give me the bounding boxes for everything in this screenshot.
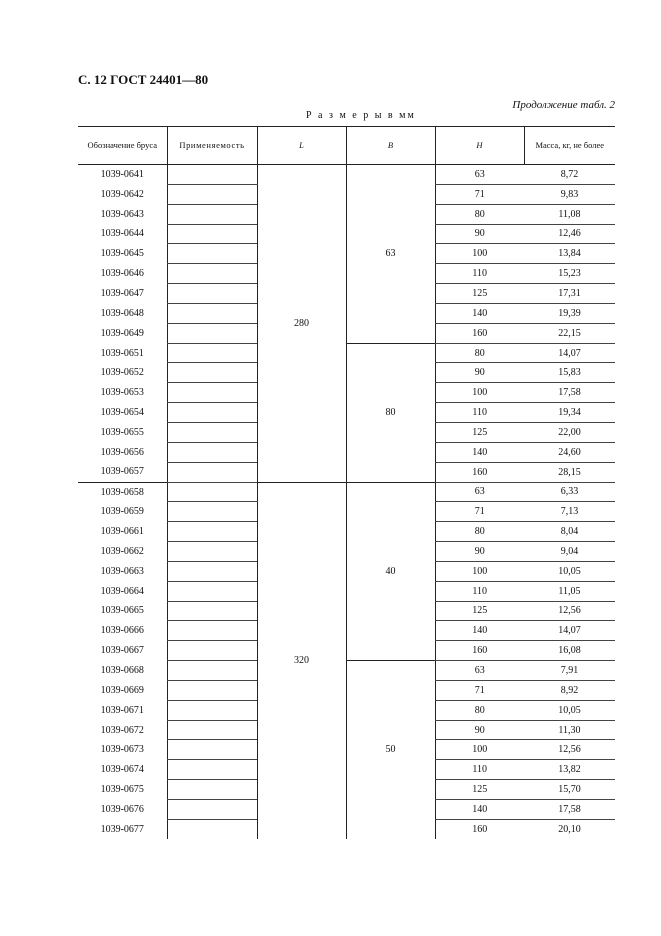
cell-height: 71 xyxy=(435,680,524,700)
cell-applicability xyxy=(167,760,257,780)
cell-applicability xyxy=(167,244,257,264)
cell-height: 90 xyxy=(435,224,524,244)
table-body xyxy=(78,165,615,839)
cell-designation: 1039-0655 xyxy=(100,426,144,438)
cell-mass: 16,08 xyxy=(524,641,615,661)
cell-mass: 17,31 xyxy=(524,284,615,304)
cell-applicability xyxy=(167,383,257,403)
cell-designation: 1039-0659 xyxy=(100,506,144,518)
cell-designation: 1039-0643 xyxy=(100,208,144,220)
cell-applicability xyxy=(167,323,257,343)
cell-designation: 1039-0667 xyxy=(100,645,144,657)
cell-height: 160 xyxy=(435,323,524,343)
cell-mass: 15,23 xyxy=(524,264,615,284)
cell-height: 80 xyxy=(435,204,524,224)
cell-height: 110 xyxy=(435,264,524,284)
cell-mass: 7,91 xyxy=(524,661,615,681)
header-applicability: Применяемость xyxy=(167,127,257,165)
cell-mass: 7,13 xyxy=(524,502,615,522)
cell-applicability xyxy=(167,502,257,522)
cell-designation: 1039-0675 xyxy=(100,784,144,796)
cell-height: 160 xyxy=(435,819,524,838)
cell-height: 125 xyxy=(435,284,524,304)
cell-designation: 1039-0641 xyxy=(100,169,144,181)
cell-applicability xyxy=(167,363,257,383)
cell-height: 90 xyxy=(435,542,524,562)
cell-height: 80 xyxy=(435,700,524,720)
cell-mass: 11,30 xyxy=(524,720,615,740)
cell-mass: 22,00 xyxy=(524,422,615,442)
cell-designation: 1039-0648 xyxy=(100,307,144,319)
cell-applicability xyxy=(167,284,257,304)
cell-height: 110 xyxy=(435,403,524,423)
cell-applicability xyxy=(167,522,257,542)
cell-applicability xyxy=(167,720,257,740)
cell-height: 140 xyxy=(435,442,524,462)
cell-designation: 1039-0665 xyxy=(100,605,144,617)
cell-applicability xyxy=(167,204,257,224)
cell-height: 160 xyxy=(435,641,524,661)
cell-applicability xyxy=(167,343,257,363)
cell-designation: 1039-0654 xyxy=(100,407,144,419)
cell-height: 90 xyxy=(435,363,524,383)
cell-designation: 1039-0657 xyxy=(100,466,144,478)
table-row xyxy=(78,343,615,363)
cell-height: 140 xyxy=(435,800,524,820)
cell-mass: 8,04 xyxy=(524,522,615,542)
cell-designation: 1039-0653 xyxy=(100,387,144,399)
cell-length: 280 xyxy=(257,165,346,483)
cell-height: 63 xyxy=(435,661,524,681)
cell-applicability xyxy=(167,780,257,800)
cell-height: 125 xyxy=(435,422,524,442)
cell-height: 80 xyxy=(435,522,524,542)
cell-height: 110 xyxy=(435,581,524,601)
cell-designation: 1039-0669 xyxy=(100,684,144,696)
cell-mass: 20,10 xyxy=(558,823,581,835)
cell-designation: 1039-0668 xyxy=(100,665,144,677)
cell-mass: 15,83 xyxy=(524,363,615,383)
cell-designation: 1039-0672 xyxy=(100,724,144,736)
cell-height: 125 xyxy=(435,601,524,621)
cell-mass: 10,05 xyxy=(524,700,615,720)
table-continuation-note: Продолжение табл. 2 xyxy=(512,99,615,111)
cell-height: 160 xyxy=(435,462,524,482)
cell-applicability xyxy=(167,621,257,641)
cell-mass: 13,82 xyxy=(524,760,615,780)
cell-designation: 1039-0642 xyxy=(100,188,144,200)
cell-applicability xyxy=(167,819,257,838)
cell-mass: 17,58 xyxy=(524,800,615,820)
cell-length: 320 xyxy=(257,482,346,839)
cell-applicability xyxy=(167,542,257,562)
cell-designation: 1039-0647 xyxy=(100,287,144,299)
header-designation: Обозначение бруса xyxy=(78,127,167,165)
cell-designation: 1039-0663 xyxy=(100,565,144,577)
cell-designation: 1039-0656 xyxy=(100,446,144,458)
cell-applicability xyxy=(167,422,257,442)
cell-height: 71 xyxy=(435,502,524,522)
cell-designation: 1039-0646 xyxy=(100,268,144,280)
cell-applicability xyxy=(167,403,257,423)
cell-mass: 9,83 xyxy=(524,184,615,204)
cell-mass: 14,07 xyxy=(524,343,615,363)
cell-mass: 6,33 xyxy=(524,482,615,502)
cell-mass: 12,46 xyxy=(524,224,615,244)
cell-applicability xyxy=(167,561,257,581)
cell-applicability xyxy=(167,264,257,284)
cell-applicability xyxy=(167,581,257,601)
cell-designation: 1039-0661 xyxy=(100,526,144,538)
cell-applicability xyxy=(167,165,257,185)
cell-applicability xyxy=(167,601,257,621)
cell-applicability xyxy=(167,462,257,482)
cell-applicability xyxy=(167,184,257,204)
table-row xyxy=(78,482,615,502)
dimensions-label: Р а з м е р ы в мм xyxy=(306,110,416,121)
cell-height: 100 xyxy=(435,383,524,403)
bar-specifications-table xyxy=(78,126,615,839)
cell-height: 63 xyxy=(435,165,524,185)
cell-mass: 8,92 xyxy=(524,680,615,700)
cell-applicability xyxy=(167,661,257,681)
cell-mass: 12,56 xyxy=(524,601,615,621)
cell-mass: 14,07 xyxy=(524,621,615,641)
cell-designation: 1039-0677 xyxy=(100,823,144,835)
cell-designation: 1039-0651 xyxy=(100,347,144,359)
cell-mass: 11,05 xyxy=(524,581,615,601)
cell-mass: 12,56 xyxy=(524,740,615,760)
table-row xyxy=(78,165,615,185)
cell-height: 63 xyxy=(435,482,524,502)
cell-applicability xyxy=(167,700,257,720)
cell-designation: 1039-0644 xyxy=(100,228,144,240)
cell-width: 63 xyxy=(346,165,435,344)
cell-height: 125 xyxy=(435,780,524,800)
cell-mass: 13,84 xyxy=(524,244,615,264)
header-length: L xyxy=(257,127,346,165)
cell-height: 71 xyxy=(435,184,524,204)
cell-applicability xyxy=(167,800,257,820)
cell-width: 50 xyxy=(346,661,435,839)
cell-mass: 10,05 xyxy=(524,561,615,581)
header-height: H xyxy=(435,127,524,165)
cell-designation: 1039-0645 xyxy=(100,248,144,260)
cell-height: 140 xyxy=(435,621,524,641)
cell-mass: 9,04 xyxy=(524,542,615,562)
cell-height: 140 xyxy=(435,303,524,323)
cell-applicability xyxy=(167,740,257,760)
cell-mass: 28,15 xyxy=(524,462,615,482)
cell-width: 80 xyxy=(346,343,435,482)
cell-designation: 1039-0676 xyxy=(100,803,144,815)
cell-mass: 15,70 xyxy=(524,780,615,800)
cell-mass: 22,15 xyxy=(524,323,615,343)
cell-designation: 1039-0658 xyxy=(78,482,167,502)
cell-width: 40 xyxy=(346,482,435,661)
cell-height: 100 xyxy=(435,561,524,581)
header-mass: Масса, кг, не более xyxy=(524,127,615,165)
cell-applicability xyxy=(167,482,257,502)
cell-height: 100 xyxy=(435,740,524,760)
cell-applicability xyxy=(167,680,257,700)
table-row xyxy=(78,661,615,681)
cell-height: 110 xyxy=(435,760,524,780)
cell-height: 80 xyxy=(435,343,524,363)
cell-mass: 24,60 xyxy=(524,442,615,462)
cell-designation: 1039-0649 xyxy=(100,327,144,339)
cell-designation: 1039-0652 xyxy=(100,367,144,379)
cell-height: 100 xyxy=(435,244,524,264)
cell-applicability xyxy=(167,303,257,323)
cell-designation: 1039-0664 xyxy=(100,585,144,597)
cell-designation: 1039-0673 xyxy=(100,744,144,756)
cell-mass: 19,34 xyxy=(524,403,615,423)
cell-applicability xyxy=(167,442,257,462)
cell-mass: 8,72 xyxy=(524,165,615,185)
cell-applicability xyxy=(167,641,257,661)
cell-designation: 1039-0671 xyxy=(100,704,144,716)
cell-height: 90 xyxy=(435,720,524,740)
cell-designation: 1039-0662 xyxy=(100,545,144,557)
page-header: С. 12 ГОСТ 24401—80 xyxy=(78,72,209,87)
table-header-row xyxy=(78,127,615,165)
cell-designation: 1039-0674 xyxy=(100,764,144,776)
cell-mass: 11,08 xyxy=(524,204,615,224)
cell-designation: 1039-0666 xyxy=(100,625,144,637)
cell-mass: 19,39 xyxy=(524,303,615,323)
header-width: B xyxy=(346,127,435,165)
cell-applicability xyxy=(167,224,257,244)
cell-mass: 17,58 xyxy=(524,383,615,403)
